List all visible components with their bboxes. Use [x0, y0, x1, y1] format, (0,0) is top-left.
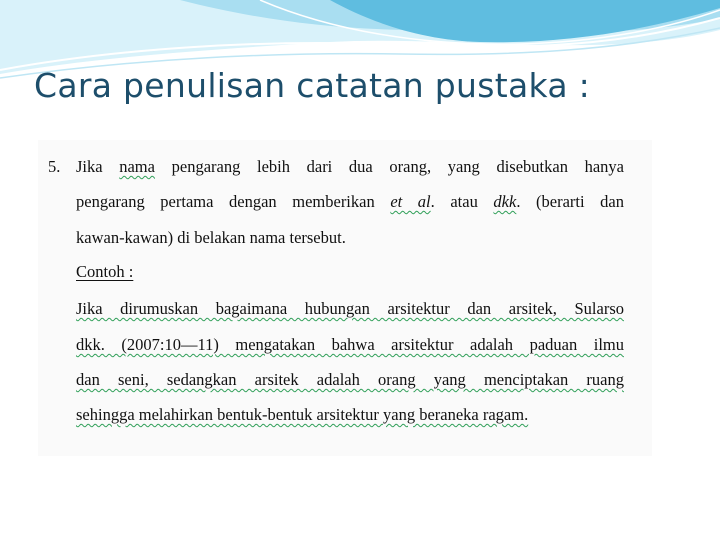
example-line-1: Jika dirumuskan bagaimana hubungan arsitektur dan arsitek, Sularso — [76, 299, 624, 318]
paragraph-line-3: kawan-kawan) di belakan nama tersebut. — [76, 228, 346, 247]
example-line-4: sehingga melahirkan bentuk-bentuk arsitektur yang beraneka ragam. — [76, 405, 529, 424]
item-number: 5. — [48, 157, 61, 176]
paragraph-line-2: pengarang pertama dengan memberikan et al. atau dkk. (berarti dan — [76, 192, 624, 211]
document-screenshot — [38, 140, 652, 456]
paragraph-line-1: Jika nama pengarang lebih dari dua orang, yang disebutkan hanya — [76, 157, 624, 176]
example-label: Contoh : — [76, 262, 134, 281]
example-line-3: dan seni, sedangkan arsitek adalah orang yang menciptakan ruang — [76, 370, 624, 389]
example-line-2: dkk. (2007:10—11) mengatakan bahwa arsitektur adalah paduan ilmu — [76, 335, 624, 354]
slide-title: Cara penulisan catatan pustaka : — [34, 66, 591, 105]
